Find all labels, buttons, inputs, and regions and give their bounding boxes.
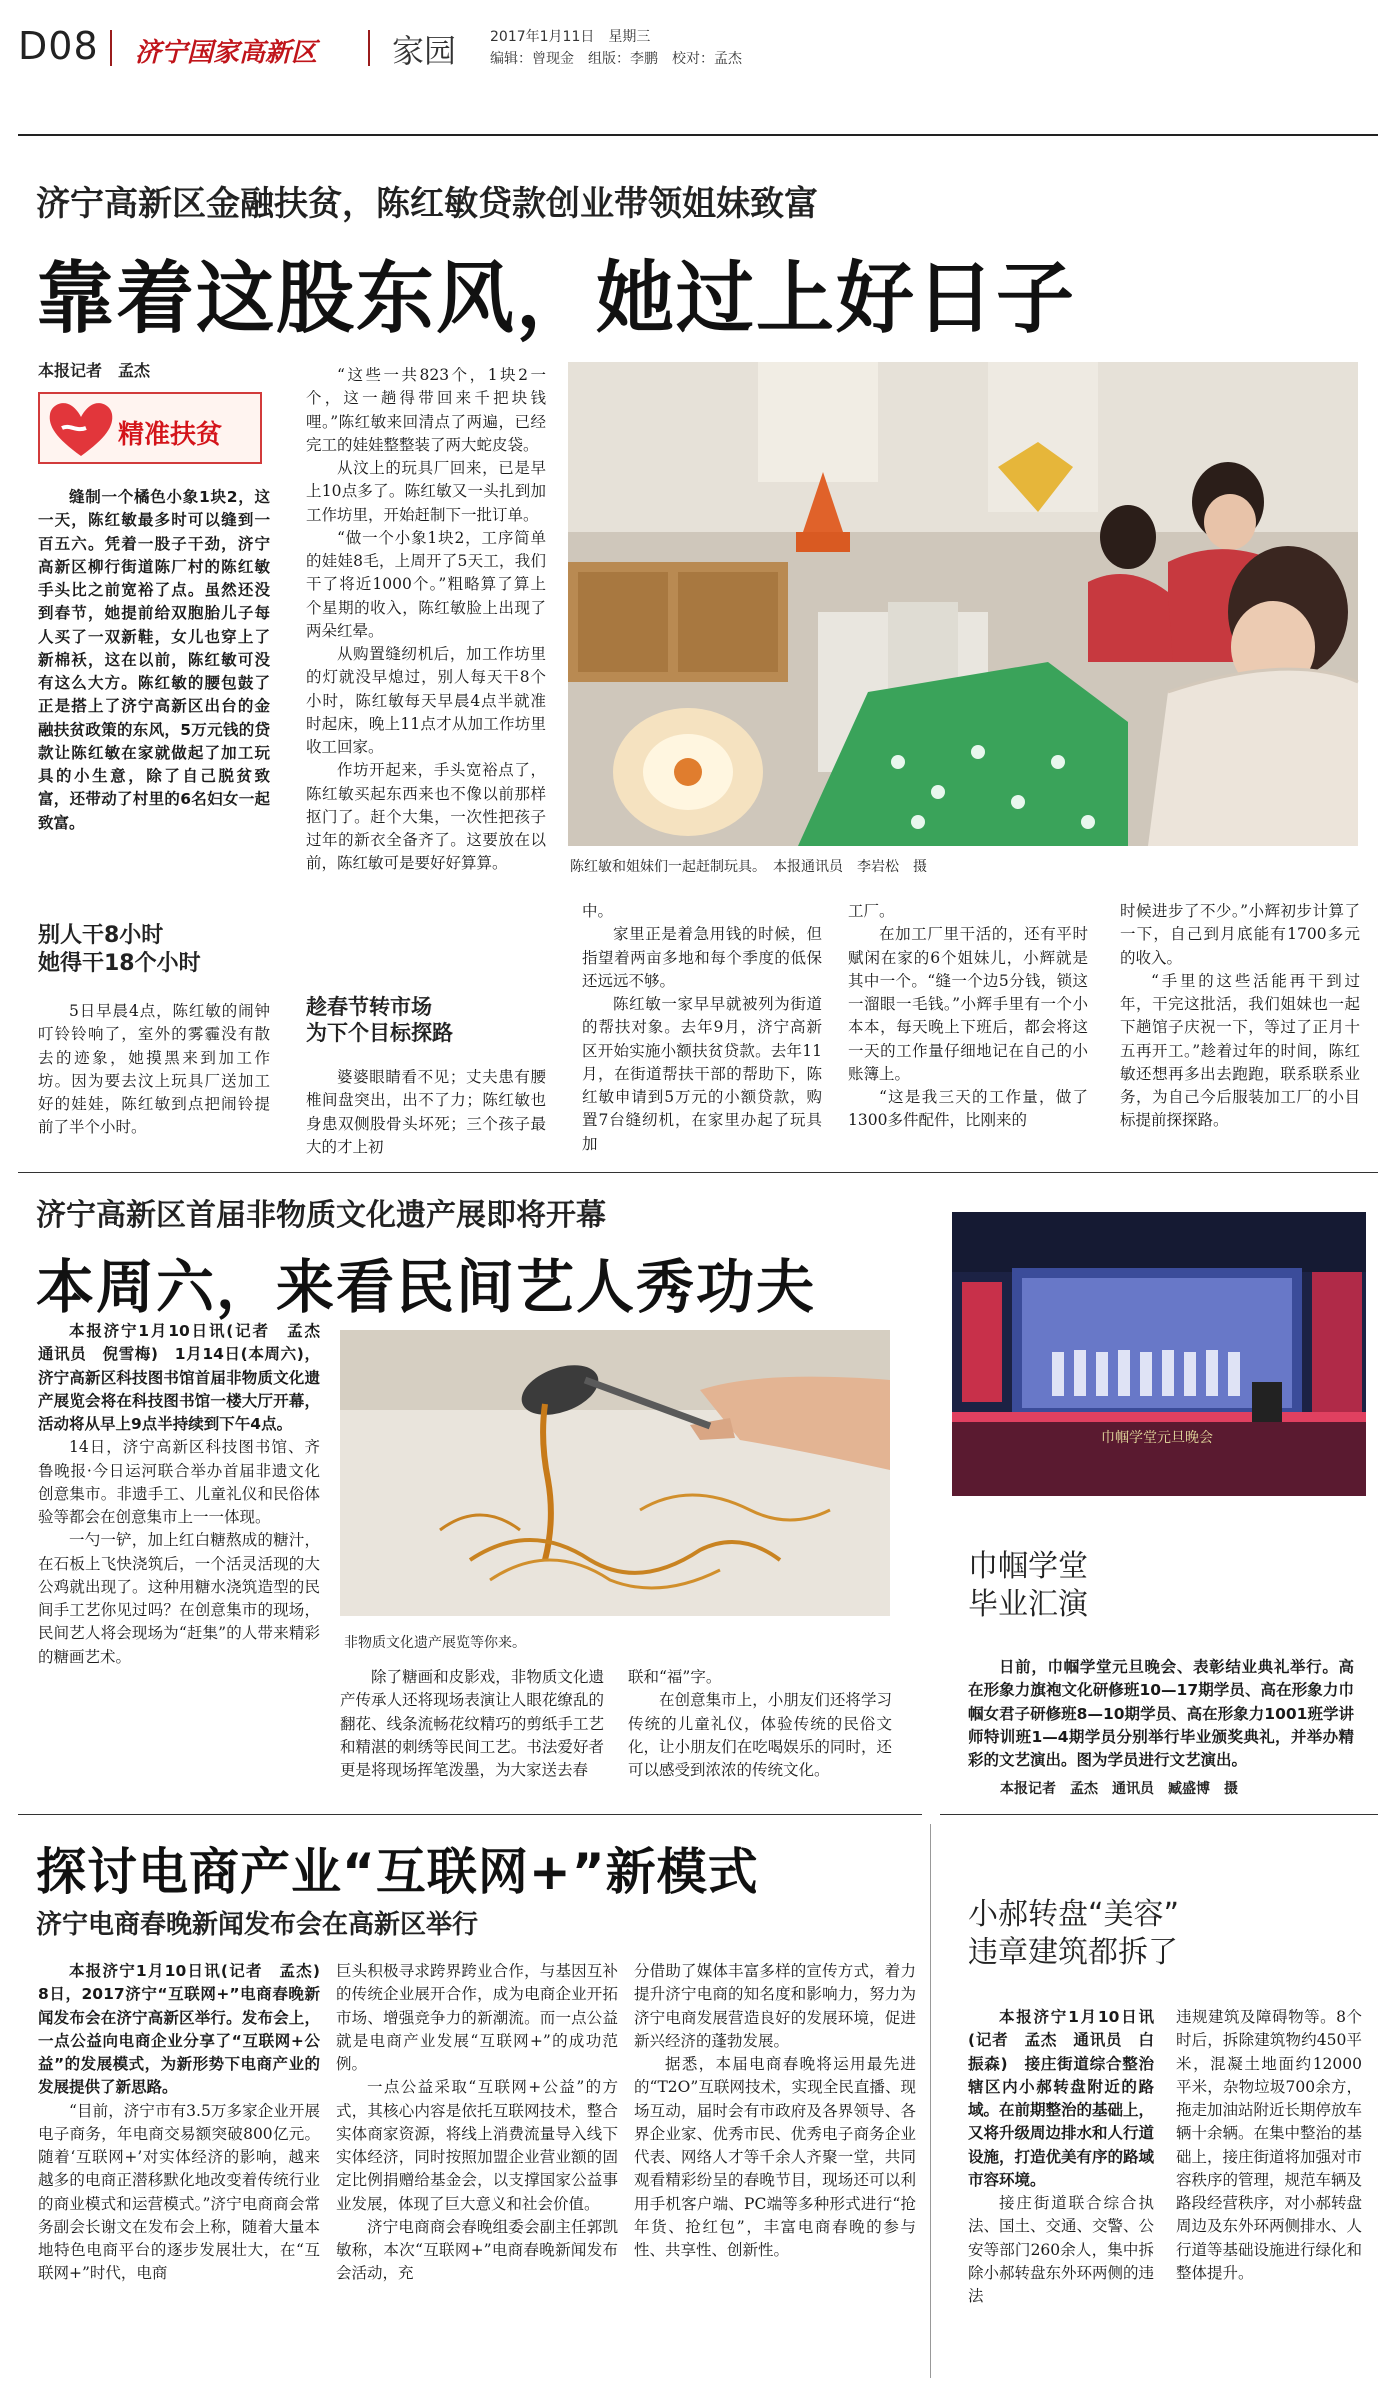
paragraph: 济宁电商商会春晚组委会副主任郭凯敏称，本次“互联网+”电商春晚新闻发布会活动，充 (336, 2217, 618, 2283)
side2-title (968, 1896, 1179, 1971)
subhead-line: 她得干18个小时 (38, 950, 201, 976)
story1-headline: 靠着这股东风，她过上好日子 (36, 254, 1077, 344)
paragraph: 5日早晨4点，陈红敏的闹钟叮铃铃响了，室外的雾霾没有散去的迹象，她摸黑来到加工作坊。因为要去汶上玩具厂送加工好的娃娃，陈红敏到点把闹铃提前了半个小时。 (38, 1002, 270, 1137)
story3-col1 (38, 1960, 336, 2374)
side-title-line: 小郝转盘“美容” (968, 1897, 1180, 1932)
subhead-line: 为下个目标探路 (306, 1021, 453, 1046)
paragraph: 家里正是着急用钱的时候，但指望着两亩多地和每个季度的低保还远远不够。 (582, 925, 822, 990)
paragraph: 本报济宁1月10日讯(记者 孟杰 通讯员 倪雪梅) 1月14日(本周六)，济宁高新区科技图书馆首届非物质文化遗产展览会将在科技图书馆一楼大厅开幕，活动将从早上9点半持续到下午4点。 (38, 1322, 336, 1433)
page-number: D08 (18, 24, 99, 68)
story1-col2 (306, 364, 546, 992)
story2-headline: 本周六，来看民间艺人秀功夫 (36, 1253, 817, 1321)
story1-col5 (1120, 900, 1360, 1162)
subhead-line: 趁春节转市场 (306, 995, 432, 1019)
paragraph: 在创意集市上，小朋友们还将学习传统的儿童礼仪，体验传统的民俗文化，让小朋友们在吃喝娱乐的同时，还可以感受到浓浓的传统文化。 (628, 1691, 892, 1779)
paragraph: “做一个小象1块2，工序简单的娃娃8毛，上周开了5天工，我们干了将近1000个。”粗略算了算上个星期的收入，陈红敏脸上出现了两朵红晕。 (306, 528, 546, 640)
paragraph: 中。 (582, 902, 614, 920)
story1-col1-body (38, 1000, 270, 1160)
paragraph: 在加工厂里干活的，还有平时赋闲在家的6个姐妹儿，小辉就是其中一个。“缝一个边5分钱，锁这一溜眼一毛钱。”小辉手里有一个小本本，每天晚上下班后，都会将这一天的工作量仔细地记在自己的小账簿上。 (848, 925, 1088, 1083)
graduation-show-photo (952, 1212, 1366, 1496)
story3-subhead: 济宁电商春晚新闻发布会在高新区举行 (36, 1910, 479, 1940)
issue-date: 2017年1月11日 星期三 (490, 29, 651, 45)
subhead-line: 别人干8小时 (38, 923, 164, 948)
paragraph: 日前，巾帼学堂元旦晚会、表彰结业典礼举行。高在形象力旗袍文化研修班10—17期学员、高在形象力巾帼女君子研修班8—10期学员、高在形象力1001班学讲师特训班1—4期学员分别举行毕业颁奖典礼，并举办精彩的文艺演出。图为学员进行文艺演出。 (968, 1658, 1354, 1769)
paragraph: 接庄街道联合综合执法、国土、交通、交警、公安等部门260余人，集中拆除小郝转盘东外环两侧的违法 (968, 2194, 1155, 2305)
paragraph: 违规建筑及障碍物等。8个时后，拆除建筑物约450平米，混凝土地面约12000平米，杂物垃圾700余方，拖走加油站附近长期停放车辆十余辆。在集中整治的基础上，接庄街道将加强对市容秩序的管理，规范车辆及路段经营秩序，对小郝转盘周边及东外环两侧排水、人行道等基础设施进行绿化和整体提升。 (1176, 2008, 1363, 2282)
paragraph: 作坊开起来，手头宽裕点了，陈红敏买起东西来也不像以前那样抠门了。赶个大集，一次性把孩子过年的新衣全备齐了。这要放在以前，陈红敏可是要好好算算。 (306, 761, 546, 873)
paragraph: 14日，济宁高新区科技图书馆、齐鲁晚报·今日运河联合举办首届非遗文化创意集市。非遗手工、儿童礼仪和民俗体验等都会在创意集市上一一体现。 (38, 1438, 320, 1526)
side2-col1 (968, 2006, 1154, 2374)
story1-kicker: 济宁高新区金融扶贫，陈红敏贷款创业带领姐妹致富 (36, 184, 818, 224)
column-divider (930, 1824, 931, 2378)
side2-col2 (1176, 2006, 1362, 2374)
paragraph: “目前，济宁市有3.5万多家企业开展电子商务，年电商交易额突破800亿元。随着‘互联网+’对实体经济的影响，越来越多的电商正潜移默化地改变着传统行业的商业模式和运营模式。”济宁电商商会常务副会长谢文在发布会上称，随着大量本地特色电商平台的逐步发展壮大，在“互联网+”时代，电商 (38, 2101, 320, 2283)
precision-poverty-badge (38, 392, 262, 464)
section-name: 家园 (392, 32, 457, 70)
side1-title (968, 1548, 1088, 1623)
sewing-workshop-photo (568, 362, 1358, 846)
paragraph: 除了糖画和皮影戏，非物质文化遗产传承人还将现场表演让人眼花缭乱的翻花、线条流畅花纹精巧的剪纸手工艺和精湛的刺绣等民间工艺。书法爱好者更是将现场挥笔泼墨，为大家送去春 (340, 1668, 604, 1779)
paragraph: 一勺一铲，加上红白糖熬成的糖汁，在石板上飞快浇筑后，一个活灵活现的大公鸡就出现了。这种用糖水浇筑造型的民间手工艺你见过吗？在创意集市的现场，民间艺人将会现场为“赶集”的人带来精彩的糖画艺术。 (38, 1531, 320, 1666)
side-title-line: 巾帼学堂 (968, 1549, 1088, 1584)
lead-paragraph: 缝制一个橘色小象1块2，这一天，陈红敏最多时可以缝到一百五六。凭着一股子干劲，济宁高新区柳行街道陈厂村的陈红敏手头比之前宽裕了点。虽然还没到春节，她提前给双胞胎儿子每人买了一双新鞋，女儿也穿上了新棉袄，这在以前，陈红敏可没有这么大方。陈红敏的腰包鼓了正是搭上了济宁高新区出台的金融扶贫政策的东风，5万元钱的贷款让陈红敏在家就做起了加工玩具的小生意，除了自己脱贫致富，还带动了村里的6名妇女一起致富。 (38, 488, 270, 832)
story2-col2 (340, 1666, 604, 1794)
header-rule (18, 134, 1378, 136)
story2-col1 (38, 1320, 336, 1792)
story1-photo-caption: 陈红敏和姐妹们一起赶制玩具。 本报通讯员 李岩松 摄 (570, 859, 927, 875)
story1-lead (38, 486, 270, 896)
stage-illustration (952, 1212, 1366, 1496)
section-rule (18, 1814, 922, 1815)
badge-label: 精准扶贫 (118, 420, 223, 450)
sugar-painting-photo (340, 1330, 890, 1616)
paragraph: “手里的这些活能再干到过年，干完这批活，我们姐妹也一起下趟馆子庆祝一下，等过了正月十五再开工。”趁着过年的时间，陈红敏还想再多出去跑跑，联系联系业务，为自己今后服装加工厂的小目标提前探探路。 (1120, 971, 1360, 1130)
side1-body (968, 1656, 1354, 1774)
story1-byline: 本报记者 孟杰 (38, 361, 151, 380)
story1-col2-tail (306, 1066, 546, 1162)
side1-photo-credit: 本报记者 孟杰 通讯员 臧盛博 摄 (1000, 1781, 1238, 1797)
paragraph: 一点公益采取“互联网+公益”的方式，其核心内容是依托互联网技术，整合实体商家资源，将线上消费流量导入线下实体经济，同时按照加盟企业营业额的固定比例捐赠给基金会，以支撑国家公益事业发展，体现了巨大意义和社会价值。 (336, 2078, 618, 2213)
story2-col3 (628, 1666, 892, 1794)
story3-col2 (336, 1960, 618, 2374)
sugar-painting-illustration (340, 1330, 890, 1616)
paragraph: “这些一共823个，1块2一个，这一趟得带回来千把块钱哩。”陈红敏来回清点了两遍，已经完工的娃娃整整装了两大蛇皮袋。 (306, 366, 546, 454)
header-divider (368, 30, 370, 66)
paragraph: 从汶上的玩具厂回来，已是早上10点多了。陈红敏又一头扎到加工作坊里，开始赶制下一批订单。 (306, 459, 546, 524)
editor-credits: 编辑：曾现金 组版：李鹏 校对：孟杰 (490, 51, 742, 67)
story2-kicker: 济宁高新区首届非物质文化遗产展即将开幕 (36, 1198, 606, 1233)
paragraph: 巨头积极寻求跨界跨业合作，与基因互补的传统企业展开合作，成为电商企业开拓市场、增强竞争力的新潮流。而一点公益就是电商产业发展“互联网+”的成功范例。 (336, 1962, 618, 2073)
page-header (18, 18, 1378, 78)
story1-col3 (582, 900, 822, 1162)
paragraph: “这是我三天的工作量，做了1300多件配件，比刚来的 (848, 1088, 1088, 1130)
paragraph: 从购置缝纫机后，加工作坊里的灯就没早熄过，别人每天干8个小时，陈红敏每天早晨4点半就准时起床，晚上11点才从加工作坊里收工回家。 (306, 645, 546, 756)
paragraph: 分借助了媒体丰富多样的宣传方式，着力提升济宁电商的知名度和影响力，努力为济宁电商发展营造良好的发展环境，促进新兴经济的蓬勃发展。 (634, 1962, 916, 2050)
section-rule (940, 1814, 1378, 1815)
side-title-line: 毕业汇演 (968, 1586, 1088, 1622)
story3-headline: 探讨电商产业“互联网+”新模式 (36, 1843, 759, 1901)
story2-photo-caption: 非物质文化遗产展览等你来。 (344, 1635, 526, 1651)
paragraph: 本报济宁1月10日讯(记者 孟杰) 8日，2017济宁“互联网+”电商春晚新闻发布会在济宁高新区举行。发布会上，一点公益向电商企业分享了“互联网+公益”的发展模式，为新形势下电商产业的发展提供了新思路。 (38, 1962, 336, 2097)
story1-subhead-1 (38, 922, 201, 977)
paragraph: 本报济宁1月10日讯(记者 孟杰 通讯员 白振森) 接庄街道综合整治辖区内小郝转盘附近的路域。在前期整治的基础上，又将升级周边排水和人行道设施，打造优美有序的路域市容环境。 (968, 2008, 1155, 2189)
paragraph: 婆婆眼睛看不见；丈夫患有腰椎间盘突出，出不了力；陈红敏也身患双侧股骨头坏死；三个孩子最大的才上初 (306, 1068, 546, 1156)
paragraph: 联和“福”字。 (628, 1668, 722, 1686)
paragraph: 陈红敏一家早早就被列为街道的帮扶对象。去年9月，济宁高新区开始实施小额扶贫贷款。去年11月，在街道帮扶干部的帮助下，陈红敏申请到5万元的小额贷款，购置7台缝纫机，在家里办起了玩具加 (582, 995, 822, 1153)
paragraph: 据悉，本届电商春晚将运用最先进的“T2O”互联网技术，实现全民直播、现场互动，届时会有市政府及各界领导、各界企业家、优秀市民、优秀电子商务企业代表、网络人才等千余人齐聚一堂，共同观看精彩纷呈的春晚节目，现场还可以利用手机客户端、PC端等多种形式进行“抢年货、抢红包”，丰富电商春晚的参与性、共享性、创新性。 (634, 2055, 916, 2259)
paragraph: 工厂。 (848, 902, 895, 920)
story1-subhead-2 (306, 994, 453, 1047)
story3-col3 (634, 1960, 916, 2374)
paragraph: 时候进步了不少。”小辉初步计算了一下，自己到月底能有1700多元的收入。 (1120, 902, 1360, 967)
workshop-illustration (568, 362, 1358, 846)
brand-title: 济宁国家高新区 (135, 38, 318, 68)
section-rule (18, 1172, 1378, 1173)
header-divider (110, 30, 112, 66)
heart-icon (46, 398, 116, 460)
story1-col4 (848, 900, 1088, 1162)
side-title-line: 违章建筑都拆了 (968, 1934, 1178, 1970)
stage-banner-text: 巾帼学堂元旦晚会 (1101, 1430, 1213, 1446)
